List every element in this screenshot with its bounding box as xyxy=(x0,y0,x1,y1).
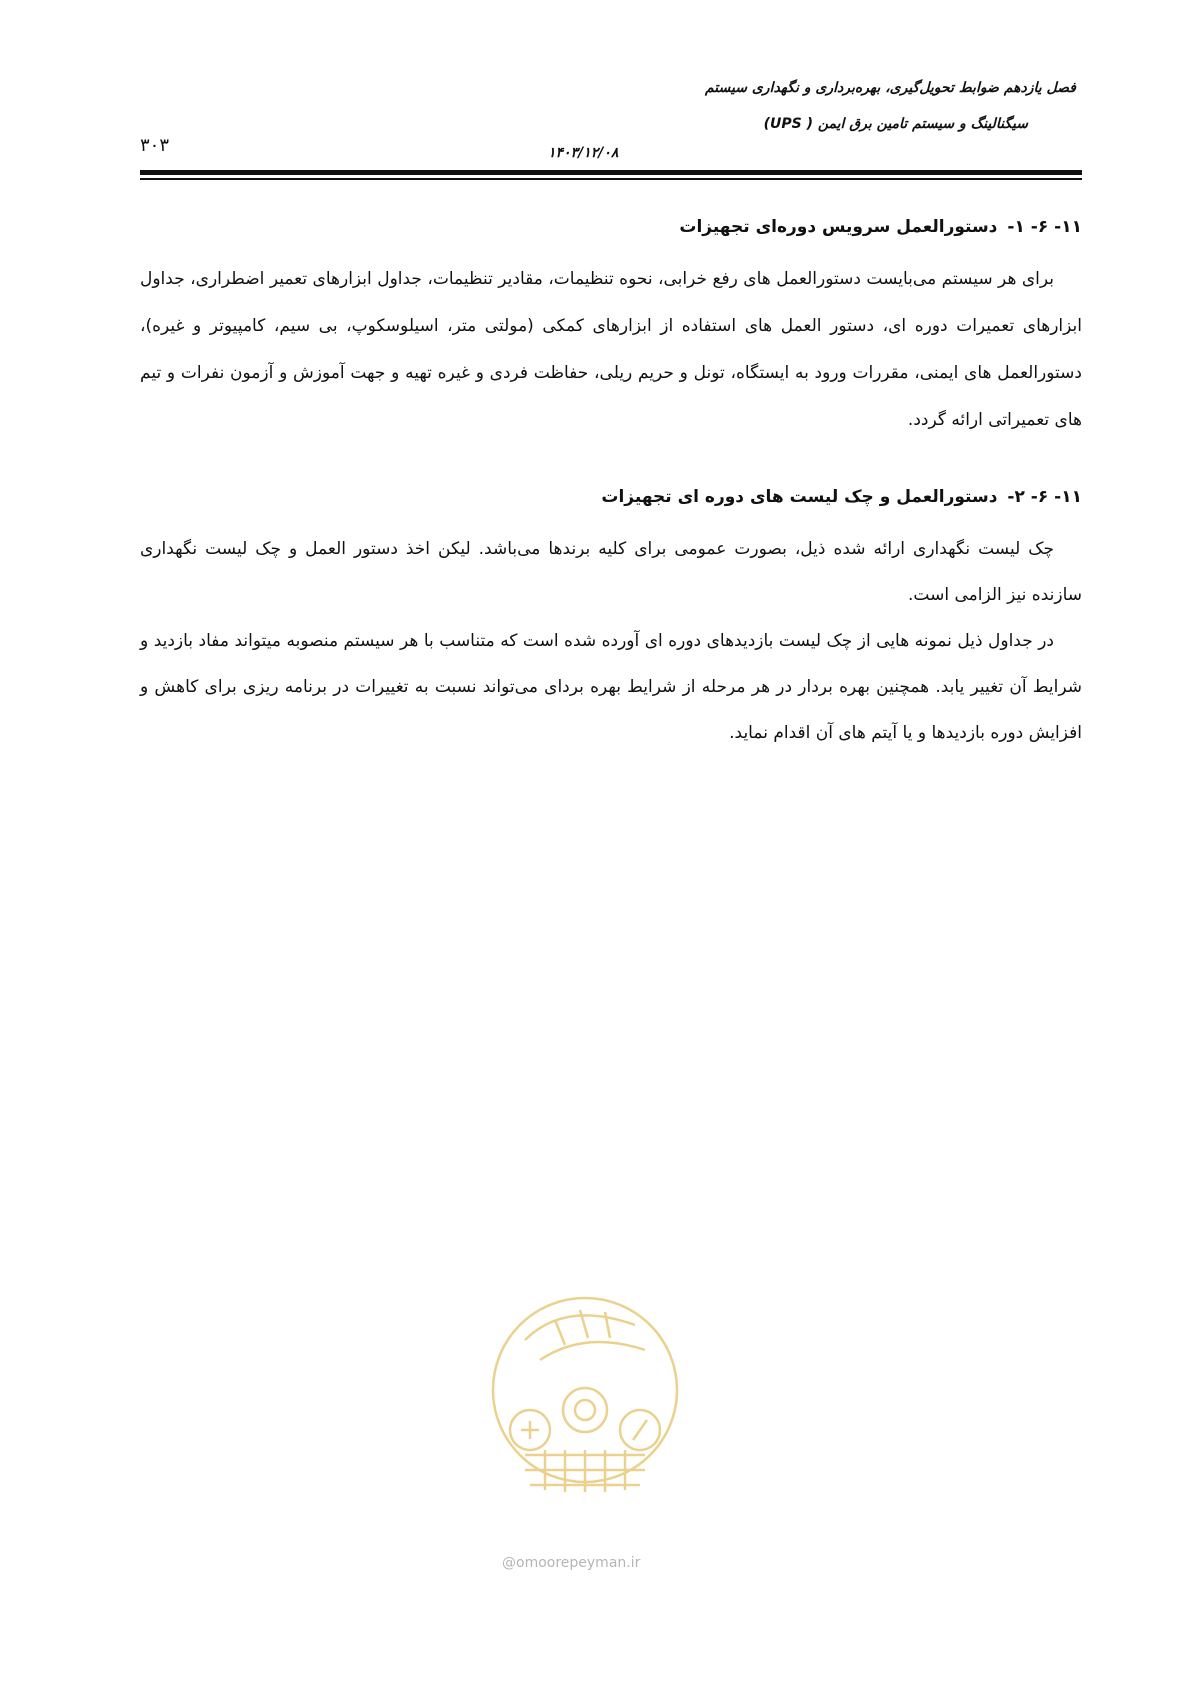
section-2-paragraph-1: چک لیست نگهداری ارائه شده ذیل، بصورت عمومی برای کلیه برندها می‌باشد. لیکن اخذ دستور العمل و چک لیست نگهداری سازنده نیز الزامی است. xyxy=(140,539,1082,605)
watermark-logo xyxy=(485,1280,685,1500)
header-chapter-title: فصل یازدهم ضوابط تحویل‌گیری، بهره‌برداری و نگهداری سیستم xyxy=(704,80,1076,96)
section-heading-1 xyxy=(140,212,1082,242)
section-number: ۱۱- ۶- ۲- xyxy=(1007,487,1082,507)
header-rule-thick xyxy=(140,170,1082,175)
watermark-url: @omoorepeyman.ir xyxy=(502,1555,641,1571)
section-number: ۱۱- ۶- ۱- xyxy=(1007,217,1082,237)
header-date: ۱۴۰۳/۱۲/۰۸ xyxy=(548,145,619,161)
page-body xyxy=(140,212,1082,756)
section-1-paragraph: برای هر سیستم می‌بایست دستورالعمل های رفع خرابی، نحوه تنظیمات، مقادیر تنظیمات، جداول ابزارهای تعمیر اضطراری، جداول ابزارهای تعمیرات دوره ای، دستور العمل های استفاده از ابزارهای کمکی (مولتی متر، اسیلوسکوپ، بی سیم، کامپیوتر و غیره)، دستورالعمل های ایمنی، مقررات ورود به ایستگاه، تونل و حریم ریلی، حفاظت فردی و غیره تهیه و جهت آموزش و آزمون نفرات و تیم های تعمیراتی ارائه گردد. xyxy=(140,269,1082,430)
section-2-paragraph-2: در جداول ذیل نمونه هایی از چک لیست بازدیدهای دوره ای آورده شده است که متناسب با هر سیستم منصوبه میتواند مفاد بازدید و شرایط آن تغییر یابد. همچنین بهره بردار در هر مرحله از شرایط بهره بردای می‌تواند نسبت به تغییرات در برنامه ریزی برای کاهش و افزایش دوره بازدیدها و یا آیتم های آن اقدام نماید. xyxy=(140,631,1082,743)
section-title: دستورالعمل سرویس دوره‌ای تجهیزات xyxy=(679,217,998,237)
page-number: ۳۰۳ xyxy=(140,135,170,156)
section-title: دستورالعمل و چک لیست های دوره ای تجهیزات xyxy=(601,487,998,507)
header-chapter-subtitle: سیگنالینگ و سیستم تامین برق ایمن ( UPS) xyxy=(763,116,1028,132)
section-heading-2 xyxy=(140,482,1082,512)
header-rule-thin xyxy=(140,178,1082,180)
